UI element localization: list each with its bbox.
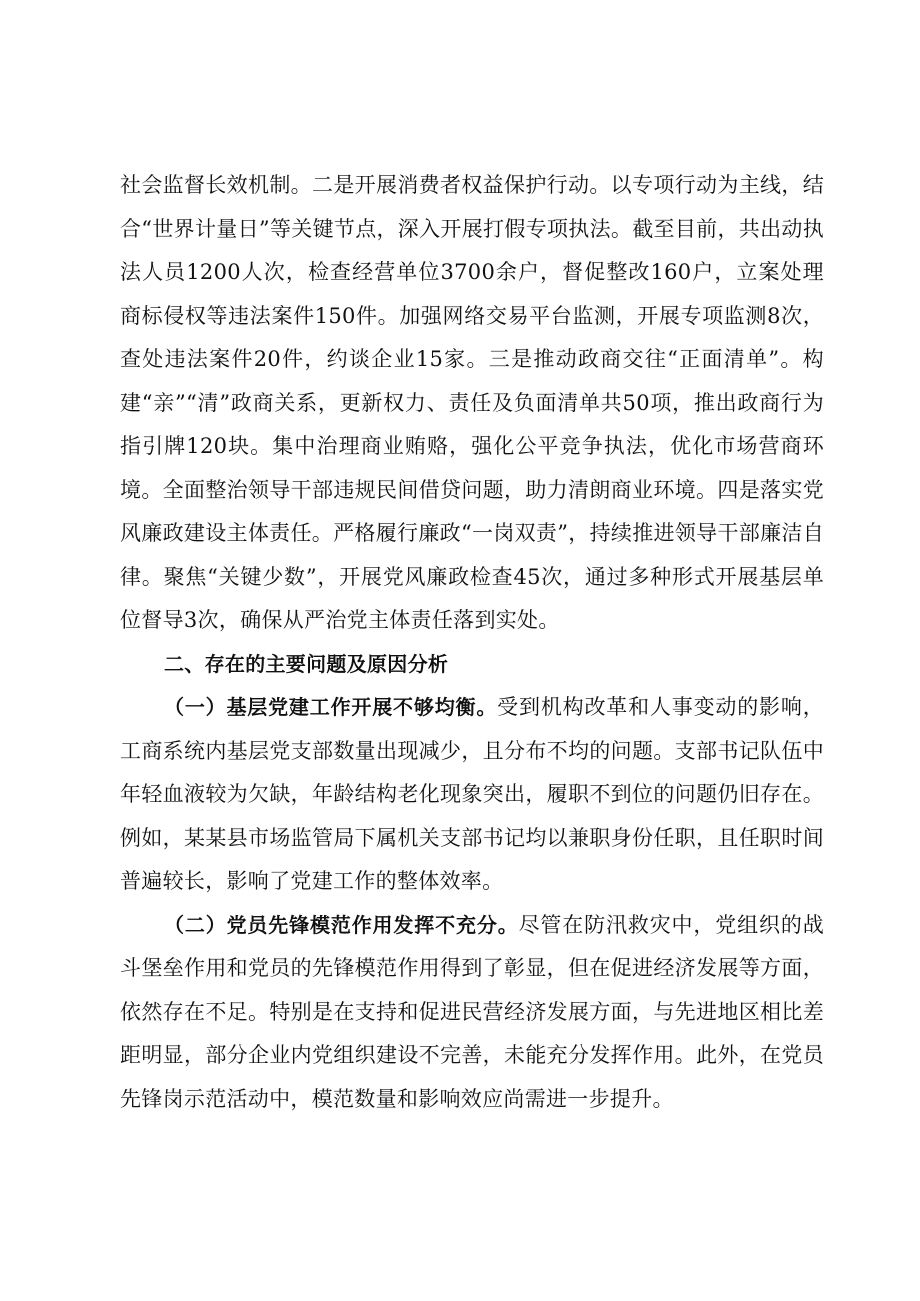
section-2-body: 尽管在防汛救灾中，党组织的战斗堡垒作用和党员的先锋模范作用得到了彰显，但在促进经济发展等方面，依然存在不足。特别是在支持和促进民营经济发展方面，与先进地区相比差距明显，部分企业内党组织建设不完善，未能充分发挥作用。此外，在党员先锋岗示范活动中，模范数量和影响效应尚需进一步提升。 bbox=[120, 912, 824, 1111]
section-heading-problems bbox=[120, 643, 824, 687]
section-1-lead: （一）基层党建工作开展不够均衡。 bbox=[164, 695, 498, 719]
paragraph-continued: 社会监督长效机制。二是开展消费者权益保护行动。以专项行动为主线，结合“世界计量日”等关键节点，深入开展打假专项执法。截至目前，共出动执法人员1200人次，检查经营单位3700余户，督促整改160户，立案处理商标侵权等违法案件150件。加强网络交易平台监测，开展专项监测8次，查处违法案件20件，约谈企业15家。三是推动政商交往“正面清单”。构建“亲”“清”政商关系，更新权力、责任及负面清单共50项，推出政商行为指引牌120块。集中治理商业贿赂，强化公平竞争执法，优化市场营商环境。全面整治领导干部违规民间借贷问题，助力清朗商业环境。四是落实党风廉政建设主体责任。严格履行廉政“一岗双责”，持续推进领导干部廉洁自律。聚焦“关键少数”，开展党风廉政检查45次，通过多种形式开展基层单位督导3次，确保从严治党主体责任落到实处。 bbox=[120, 173, 824, 632]
paragraph-section-1 bbox=[120, 686, 824, 904]
document-body bbox=[120, 164, 824, 1121]
paragraph-section-2 bbox=[120, 904, 824, 1122]
section-1-body: 受到机构改革和人事变动的影响，工商系统内基层党支部数量出现减少，且分布不均的问题。支部书记队伍中年轻血液较为欠缺，年龄结构老化现象突出，履职不到位的问题仍旧存在。例如，某某县市场监管局下属机关支部书记均以兼职身份任职，且任职时间普遍较长，影响了党建工作的整体效率。 bbox=[120, 695, 824, 893]
heading-text: 二、存在的主要问题及原因分析 bbox=[164, 651, 449, 676]
section-2-lead: （二）党员先锋模范作用发挥不充分。 bbox=[164, 912, 519, 937]
